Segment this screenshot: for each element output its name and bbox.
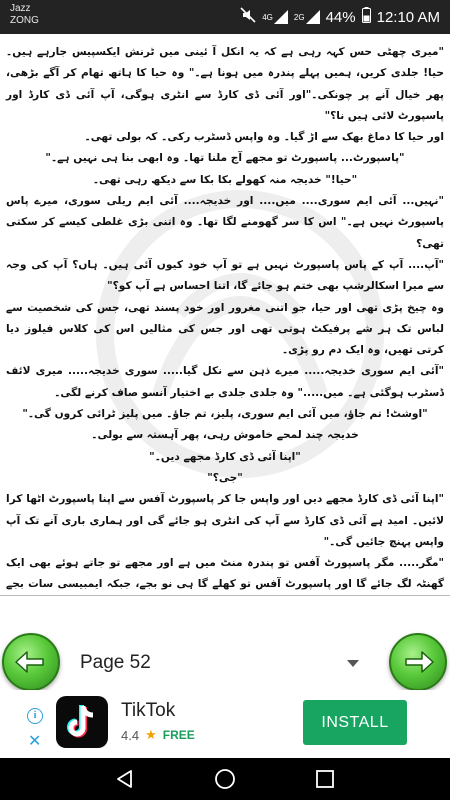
paragraph: "اپنا آئی ڈی کارڈ مجھے دیں۔" (149, 450, 301, 463)
ad-close-icon[interactable]: ✕ (28, 733, 42, 750)
install-button[interactable]: INSTALL (303, 700, 407, 745)
ad-rating: 4.4 (121, 727, 140, 743)
ad-info-icon[interactable]: i (27, 708, 43, 724)
ad-app-meta (121, 727, 195, 743)
system-nav-bar (0, 758, 450, 800)
battery-icon (362, 7, 371, 27)
paragraph: "اپنا آئی ڈی کارڈ مجھے دیں اور واپس جا کر پاسپورٹ آفس سے اپنا پاسپورٹ اٹھا کرا لائیں۔ امید ہے آئی ڈی کارڈ سے آپ کی انٹری ہو جائے گی اور ہماری باری آنے تک آپ واپس پہنچ جائیں گی۔" (6, 493, 444, 548)
mute-icon (240, 7, 256, 27)
paragraph: "آپ.... آپ کے پاس پاسپورٹ نہیں ہے تو آپ خود کیوں آئی ہیں۔ ہاں؟ آپ کی وجہ سے میرا اسکالرشپ بھی ختم ہو جائے گا، اتنا احساس ہے آپ کو؟" (6, 258, 444, 293)
ad-price: FREE (162, 728, 195, 742)
arrow-right-icon (400, 644, 436, 680)
sim2-network-type: 2G (293, 12, 305, 22)
paragraph: "آئی ایم سوری خدیجہ..... میرے ذہن سے نکل گیا..... سوری خدیجہ..... میری لائف ڈسٹرب ہوگئی ہے۔ میں....." وہ جلدی جلدی بے اختیار آنسو صاف کرنے لگی۔ (6, 365, 444, 399)
ad-app-name[interactable]: TikTok (121, 700, 176, 721)
paragraph: اور حیا کا دماغ بھک سے اڑ گیا۔ وہ واپس ڈسٹرب رکی۔ کہ بولی تھی۔ (84, 131, 444, 144)
signal-bars-icon (274, 10, 288, 24)
carrier-sim1: Jazz (10, 3, 31, 14)
ad-banner[interactable] (0, 690, 450, 758)
battery-percent: 44% (325, 8, 356, 26)
page-text (6, 42, 444, 596)
paragraph: "مگر..... مگر پاسپورٹ آفس تو پندرہ منٹ میں ہے اور مجھے تو جاتے ہوئے بھی ایک گھنٹہ لگ جائے گا اور پاسپورٹ آفس تو کھلے گا ہی نو بجے، جبکہ ایمبیسی سات بجے (6, 557, 444, 591)
page-selector-dropdown[interactable] (80, 643, 365, 683)
paragraph: "حیا!" خدیجہ منہ کھولے بکا بکا سے دیکھ رہی تھی۔ (92, 173, 358, 186)
paragraph: "نہیں... آئی ایم سوری.... میں.... اور خدیجہ.... آئی ایم ریلی سوری، میرے پاس پاسپورٹ نہیں ہے۔" اس کا سر گھومنے لگا تھا۔ وہ اتنی بڑی غلطی کیسے کر سکتی تھی؟ (6, 195, 444, 250)
tiktok-logo-icon[interactable] (56, 696, 108, 748)
paragraph: "اوشٹ! تم جاؤ، میں آئی ایم سوری، پلیز، تم جاؤ۔ میں پلیز ٹرائی کروں گی۔" (22, 408, 428, 421)
caret-down-icon (347, 660, 359, 667)
book-page[interactable] (0, 34, 450, 596)
paragraph: "جی؟" (207, 471, 243, 484)
paragraph: وہ چیخ پڑی تھی اور حیا، جو اتنی مغرور اور خود پسند تھی، جس کی شخصیت سے لباس تک ہر شے پرفیکٹ ہوتی تھی اور جس کی مثالیں اس کی کلاس فیلوز دیا کرتی تھیں، وہ ایک دم رو پڑی۔ (6, 301, 444, 357)
previous-page-button[interactable] (2, 633, 60, 691)
star-icon: ★ (145, 727, 157, 742)
back-icon[interactable] (113, 767, 137, 791)
page-number-label: Page 52 (80, 652, 151, 673)
home-icon[interactable] (213, 767, 237, 791)
sim1-network-type: 4G (262, 12, 273, 22)
status-bar (0, 0, 450, 34)
carrier-labels (10, 3, 39, 27)
paragraph: "پاسپورٹ... پاسپورٹ تو مجھے آج ملنا تھا۔ وہ ابھی بنا ہی نہیں ہے۔" (45, 152, 405, 165)
arrow-left-icon (13, 644, 49, 680)
paragraph: خدیجہ چند لمحے خاموش رہی، پھر آہستہ سے بولی۔ (91, 429, 359, 442)
status-icons (240, 0, 440, 34)
recents-icon[interactable] (313, 767, 337, 791)
signal-bars-icon (306, 10, 320, 24)
next-page-button[interactable] (389, 633, 447, 691)
clock: 12:10 AM (376, 8, 440, 26)
sim1-signal (262, 10, 288, 24)
paragraph: "میری چھٹی حس کہہ رہی ہے کہ یہ انکل آ ئینی میں ٹرنش ایکسپیس جارہے ہیں۔ حیا! جلدی کریں، ہمیں پہلے پندرہ میں ہونا ہے۔" وہ حیا کا ہاتھ تھام کر آگے بڑھی، پھر خیال آنے پر چونکی۔"اور آئی ڈی کارڈ سے انٹری ہوگی، آپ آئی ڈی کارڈ اور پاسپورٹ لائی ہیں نا؟" (6, 46, 444, 122)
carrier-sim2: ZONG (10, 15, 39, 26)
sim2-signal (294, 10, 320, 24)
